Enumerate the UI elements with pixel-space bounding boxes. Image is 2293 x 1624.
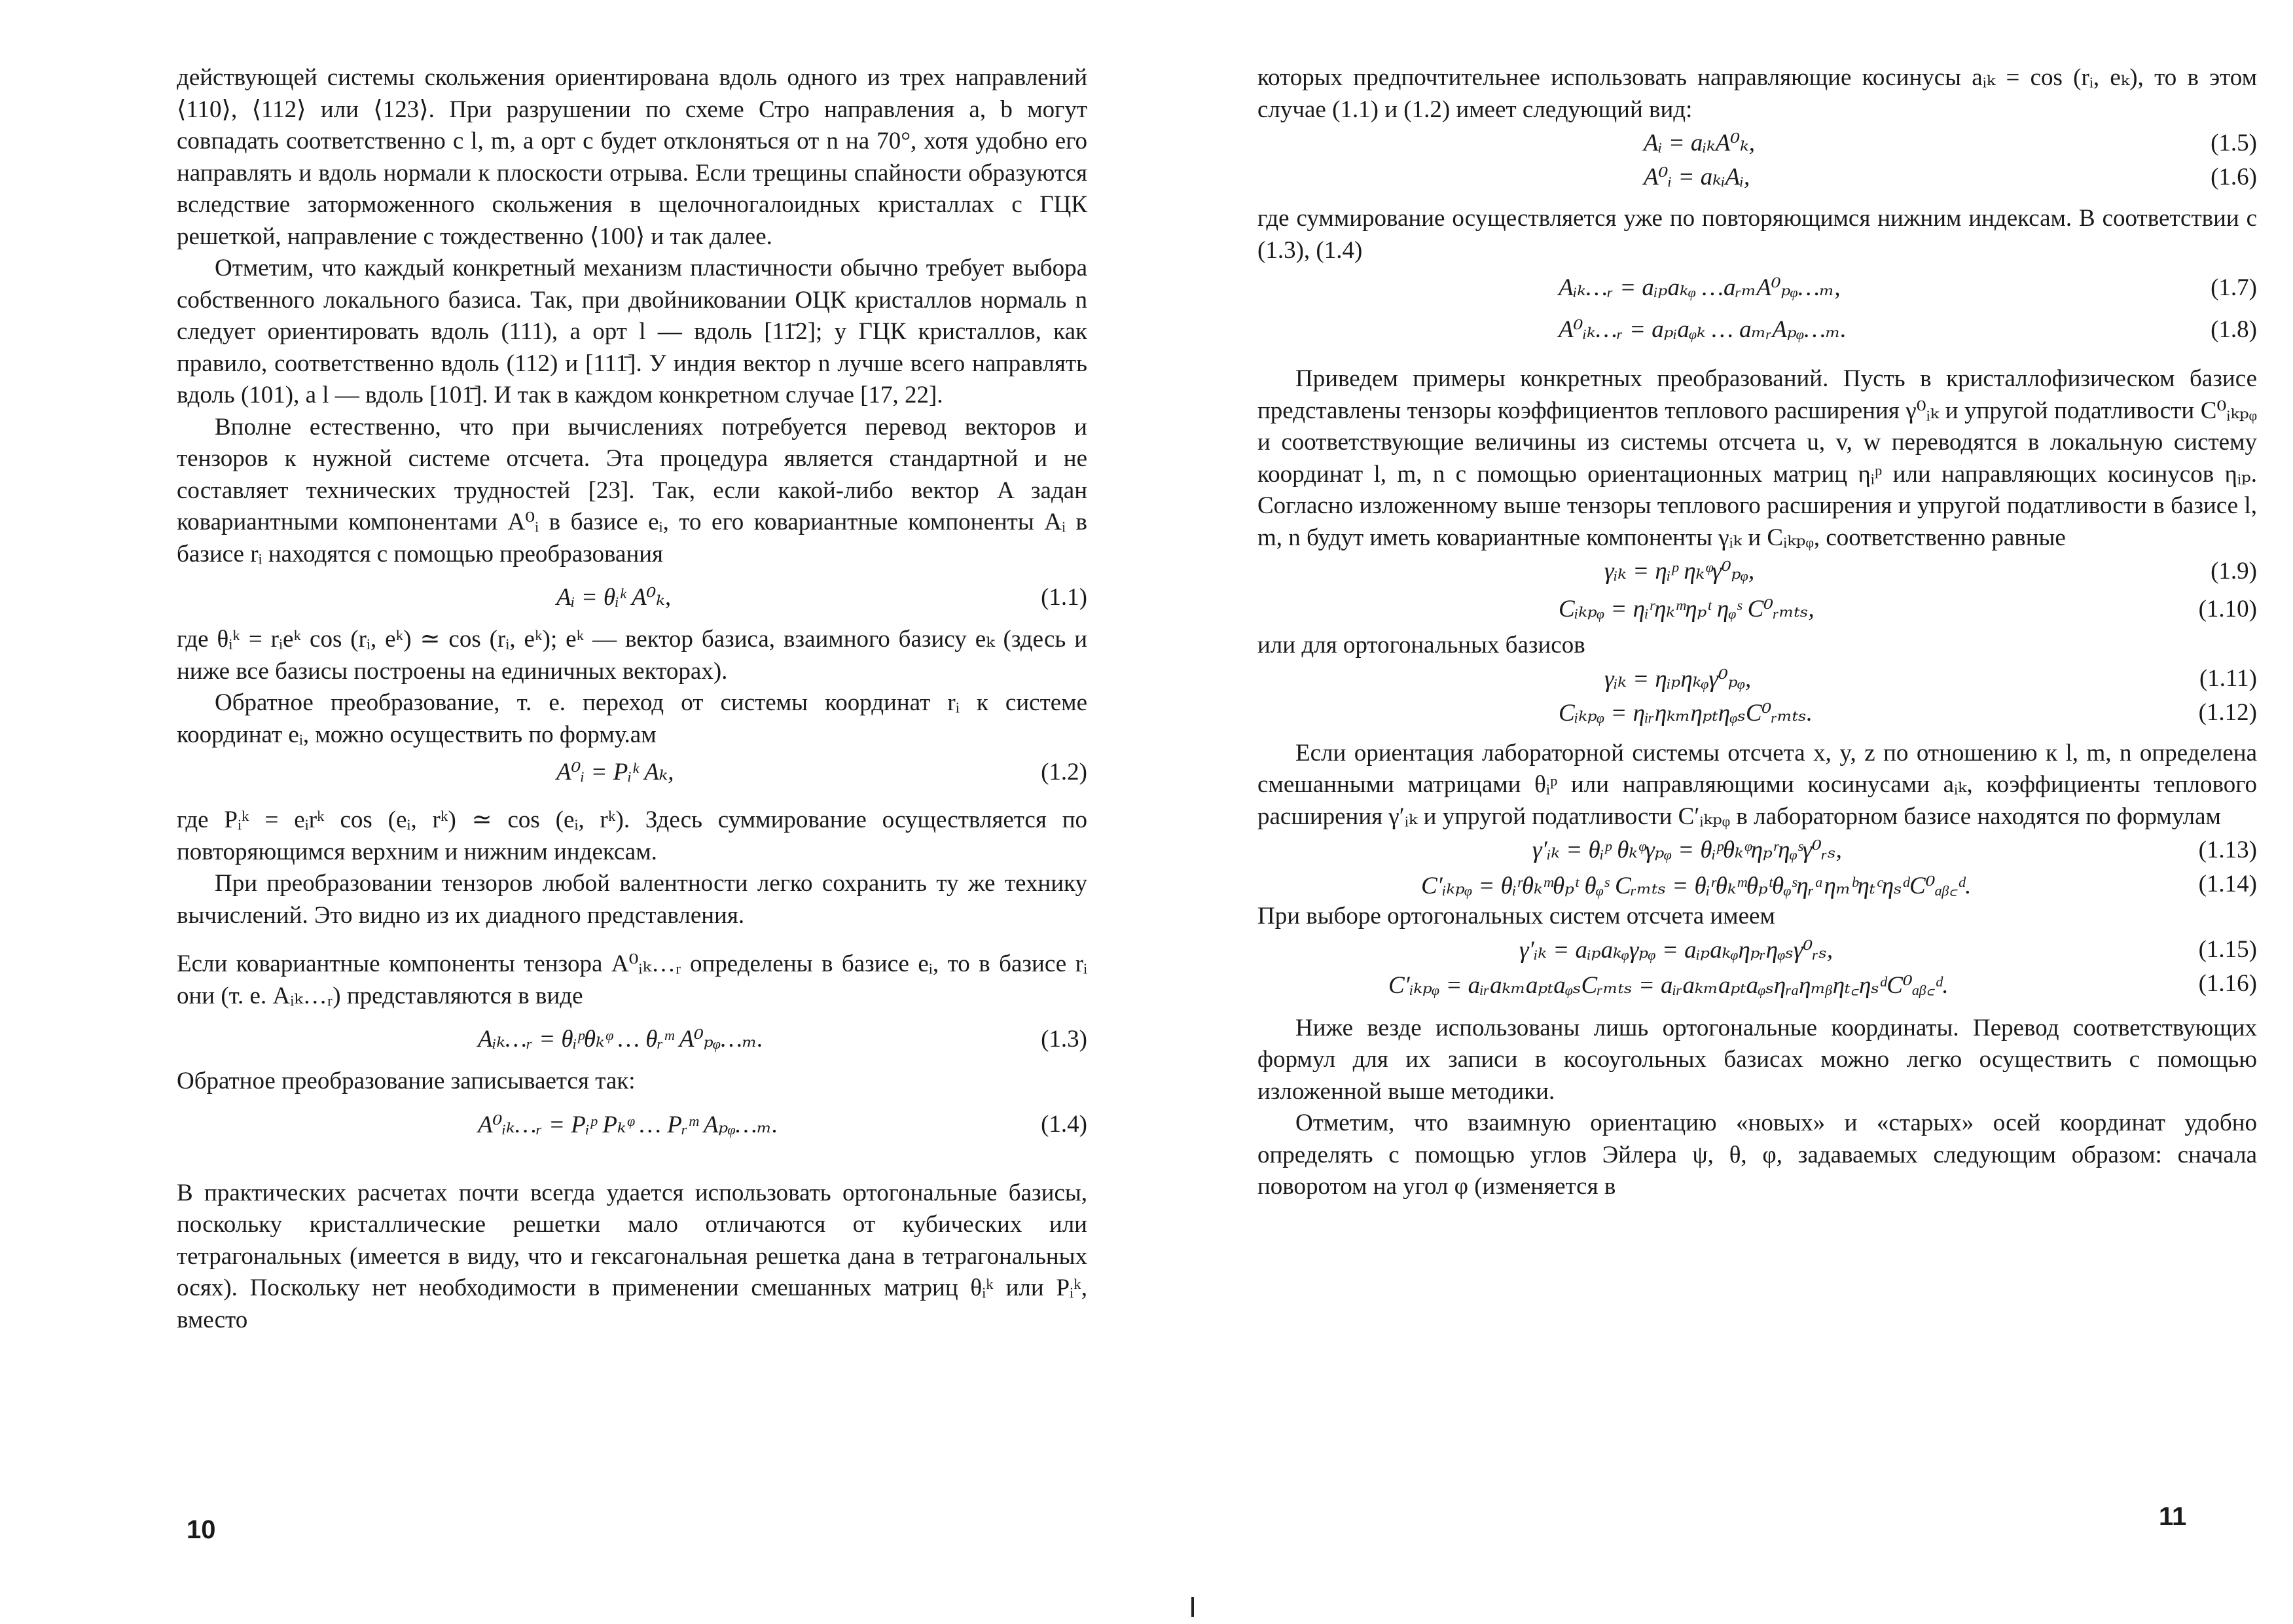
equation-1-12 (1257, 696, 2257, 730)
equation-1-7 (1257, 266, 2257, 308)
paragraph: или для ортогональных базисов (1257, 632, 1585, 659)
equation-expression: C′ᵢₖₚᵩ = θᵢʳθₖᵐθₚᵗ θᵩˢ Cᵣₘₜₛ = θᵢʳθₖᵐθₚᵗθᵩˢηᵣᵃηₘᵇηₜᶜηₛᵈC⁰ₐᵦ꜀ᵈ. (1421, 872, 1972, 899)
equation-expression: A⁰ᵢₖ…ᵣ = aₚᵢaᵩₖ … aₘᵣAₚᵩ…ₘ. (1559, 316, 1847, 343)
equation-1-4 (177, 1098, 1087, 1151)
paragraph: где θᵢᵏ = rᵢeᵏ cos (rᵢ, eᵏ) ≃ cos (rᵢ, eᵏ); eᵏ — вектор базиса, взаимного базису eₖ (здесь и ниже все базисы построены на единичных векторах). (177, 626, 1087, 685)
paragraph: Если ориентация лабораторной системы отсчета x, y, z по отношению к l, m, n определена смешанными матрицами θᵢᵖ или направляющими косинусами aᵢₖ, коэффициенты теплового расширения γ′ᵢₖ и упругой податливости C′ᵢₖₚᵩ в лабораторном базисе находятся по формулам (1257, 739, 2257, 830)
paragraph: где Pᵢᵏ = eᵢrᵏ cos (eᵢ, rᵏ) ≃ cos (eᵢ, rᵏ). Здесь суммирование осуществляется по повторяющимся верхним и нижним индексам. (177, 806, 1087, 865)
equation-number: (1.13) (2198, 836, 2257, 863)
paragraph: которых предпочтительнее использовать направляющие косинусы aᵢₖ = cos (rᵢ, eₖ), то в этом случае (1.1) и (1.2) имеет следующий вид: (1257, 64, 2257, 123)
paragraph: Обратное преобразование, т. е. переход от системы координат rᵢ к системе координат eᵢ, можно осуществить по форму.ам (177, 689, 1087, 748)
equation-expression: A⁰ᵢ = aₖᵢAᵢ, (1644, 164, 1750, 190)
paragraph: Отметим, что каждый конкретный механизм пластичности обычно требует выбора собственного локального базиса. Так, при двойниковании ОЦК кристаллов нормаль n следует ориентировать вдоль (111), а орт l — вдоль [11̄2]; у ГЦК кристаллов, как правило, соответственно вдоль (112) и [111̄]. У индия вектор n лучше всего направлять вдоль (101), а l — вдоль [101̄]. И так в каждом конкретном случае [17, 22]. (177, 255, 1087, 408)
equation-1-14 (1257, 867, 2257, 901)
equation-1-2 (177, 751, 1087, 793)
equation-expression: C′ᵢₖₚᵩ = aᵢᵣaₖₘaₚₜaᵩₛCᵣₘₜₛ = aᵢᵣaₖₘaₚₜaᵩₛηᵣₐηₘᵦηₜ꜀ηₛᵈC⁰ₐᵦ꜀ᵈ. (1388, 972, 1949, 999)
equation-1-6 (1257, 160, 2257, 194)
equation-expression: Cᵢₖₚᵩ = ηᵢᵣηₖₘηₚₜηᵩₛC⁰ᵣₘₜₛ. (1559, 699, 1813, 727)
equation-number: (1.10) (2198, 595, 2257, 623)
paragraph: Приведем примеры конкретных преобразований. Пусть в кристаллофизическом базисе представлены тензоры коэффициентов теплового расширения γ⁰ᵢₖ и упругой податливости C⁰ᵢₖₚᵩ и соответствующие величины из системы отсчета u, v, w переводятся в локальную систему координат l, m, n с помощью ориентационных матриц ηᵢᵖ или направляющих косинусов ηᵢₚ. Согласно изложенному выше тензоры теплового расширения и упругой податливости в базисе l, m, n будут иметь ковариантные компоненты γᵢₖ и Cᵢₖₚᵩ, соответственно равные (1257, 365, 2257, 551)
binding-mark (1191, 1597, 1194, 1617)
equation-1-3 (177, 1012, 1087, 1066)
equation-number: (1.5) (2211, 129, 2257, 156)
equation-number: (1.8) (2211, 316, 2257, 343)
equation-expression: γᵢₖ = ηᵢₚηₖᵩγ⁰ₚᵩ, (1604, 665, 1752, 693)
equation-1-5 (1257, 126, 2257, 160)
right-page (1146, 0, 2293, 1624)
paragraph: При преобразовании тензоров любой валентности легко сохранить ту же технику вычислений. Это видно из их диадного представления. (177, 870, 1087, 929)
paragraph: Отметим, что взаимную ориентацию «новых» и «старых» осей координат удобно определять с помощью углов Эйлера ψ, θ, φ, задаваемых следующим образом: сначала поворотом на угол φ (изменяется в (1257, 1110, 2257, 1200)
paragraph: Обратное преобразование записывается так: (177, 1068, 636, 1094)
paragraph: действующей системы скольжения ориентирована вдоль одного из трех направлений ⟨110⟩, ⟨112⟩ или ⟨123⟩. При разрушении по схеме Стро направления a, b могут совпадать соответственно с l, m, а орт c будет отклоняться от n на 70°, хотя удобно его направлять и вдоль нормали к плоскости отрыва. Если трещины спайности образуются вследствие заторможенного скольжения в щелочногалоидных кристаллах с ГЦК решеткой, направление c тождественно ⟨100⟩ и так далее. (177, 64, 1087, 250)
equation-1-11 (1257, 662, 2257, 696)
left-page (0, 0, 1146, 1624)
equation-expression: Aᵢₖ…ᵣ = aᵢₚaₖᵩ …aᵣₘA⁰ₚᵩ…ₘ, (1559, 274, 1841, 301)
equation-expression: Aᵢ = aᵢₖA⁰ₖ, (1644, 130, 1755, 156)
paragraph: Вполне естественно, что при вычислениях потребуется перевод векторов и тензоров к нужной системе отсчета. Эта процедура является стандартной и не составляет технических трудностей [23]. Так, если какой-либо вектор A задан ковариантными компонентами A⁰ᵢ в базисе eᵢ, то его ковариантные компоненты Aᵢ в базисе rᵢ находятся с помощью преобразования (177, 413, 1087, 568)
paragraph: Если ковариантные компоненты тензора A⁰ᵢₖ…ᵣ определены в базисе eᵢ, то в базисе rᵢ они (т. е. Aᵢₖ…ᵣ) представляются в виде (177, 950, 1087, 1009)
equation-number: (1.7) (2211, 274, 2257, 301)
page-number: 10 (187, 1515, 216, 1544)
paragraph: Ниже везде использованы лишь ортогональные координаты. Перевод соответствующих формул для их записи в косоугольных базисах можно легко осуществить с помощью изложенной выше методики. (1257, 1014, 2257, 1105)
equation-number: (1.1) (1041, 583, 1087, 611)
equation-number: (1.9) (2211, 557, 2257, 585)
equation-number: (1.6) (2211, 163, 2257, 190)
equation-1-8 (1257, 308, 2257, 350)
equation-1-13 (1257, 833, 2257, 867)
equation-number: (1.4) (1041, 1111, 1087, 1138)
equation-number: (1.12) (2198, 699, 2257, 726)
equation-number: (1.15) (2198, 936, 2257, 963)
paragraph: В практических расчетах почти всегда удается использовать ортогональные базисы, поскольку кристаллические решетки мало отличаются от кубических или тетрагональных (имеется в виду, что и гексагональная решетка дана в тетрагональных осях). Поскольку нет необходимости в применении смешанных матриц θᵢᵏ или Pᵢᵏ, вместо (177, 1179, 1087, 1333)
equation-1-16 (1257, 967, 2257, 1001)
equation-expression: γᵢₖ = ηᵢᵖ ηₖᵠγ⁰ₚᵩ, (1604, 558, 1755, 585)
equation-expression: Aᵢₖ…ᵣ = θᵢᵖθₖᵠ … θᵣᵐ A⁰ₚᵩ…ₘ. (478, 1026, 763, 1053)
equation-expression: Cᵢₖₚᵩ = ηᵢʳηₖᵐηₚᵗ ηᵩˢ C⁰ᵣₘₜₛ, (1559, 596, 1815, 623)
equation-number: (1.16) (2198, 970, 2257, 997)
equation-1-10 (1257, 588, 2257, 630)
equation-expression: γ′ᵢₖ = aᵢₚaₖᵩγₚᵩ = aᵢₚaₖᵩηₚᵣηᵩₛγ⁰ᵣₛ, (1519, 936, 1833, 964)
equation-expression: A⁰ᵢ = Pᵢᵏ Aₖ, (556, 759, 674, 785)
equation-number: (1.14) (2198, 870, 2257, 897)
equation-1-1 (177, 570, 1087, 624)
equation-number: (1.2) (1041, 758, 1087, 785)
equation-1-15 (1257, 933, 2257, 967)
paragraph: где суммирование осуществляется уже по повторяющимся нижним индексам. В соответствии с (1.3), (1.4) (1257, 205, 2257, 264)
equation-number: (1.3) (1041, 1025, 1087, 1053)
equation-number: (1.11) (2199, 665, 2257, 692)
page-number: 11 (2159, 1502, 2187, 1531)
equation-expression: A⁰ᵢₖ…ᵣ = Pᵢᵖ Pₖᵠ … Pᵣᵐ Aₚᵩ…ₘ. (478, 1111, 778, 1138)
equation-expression: γ′ᵢₖ = θᵢᵖ θₖᵠγₚᵩ = θᵢᵖθₖᵠηₚʳηᵩˢγ⁰ᵣₛ, (1532, 837, 1842, 863)
paragraph: При выборе ортогональных систем отсчета имеем (1257, 903, 1775, 929)
equation-expression: Aᵢ = θᵢᵏ A⁰ₖ, (556, 584, 672, 611)
equation-1-9 (1257, 554, 2257, 588)
